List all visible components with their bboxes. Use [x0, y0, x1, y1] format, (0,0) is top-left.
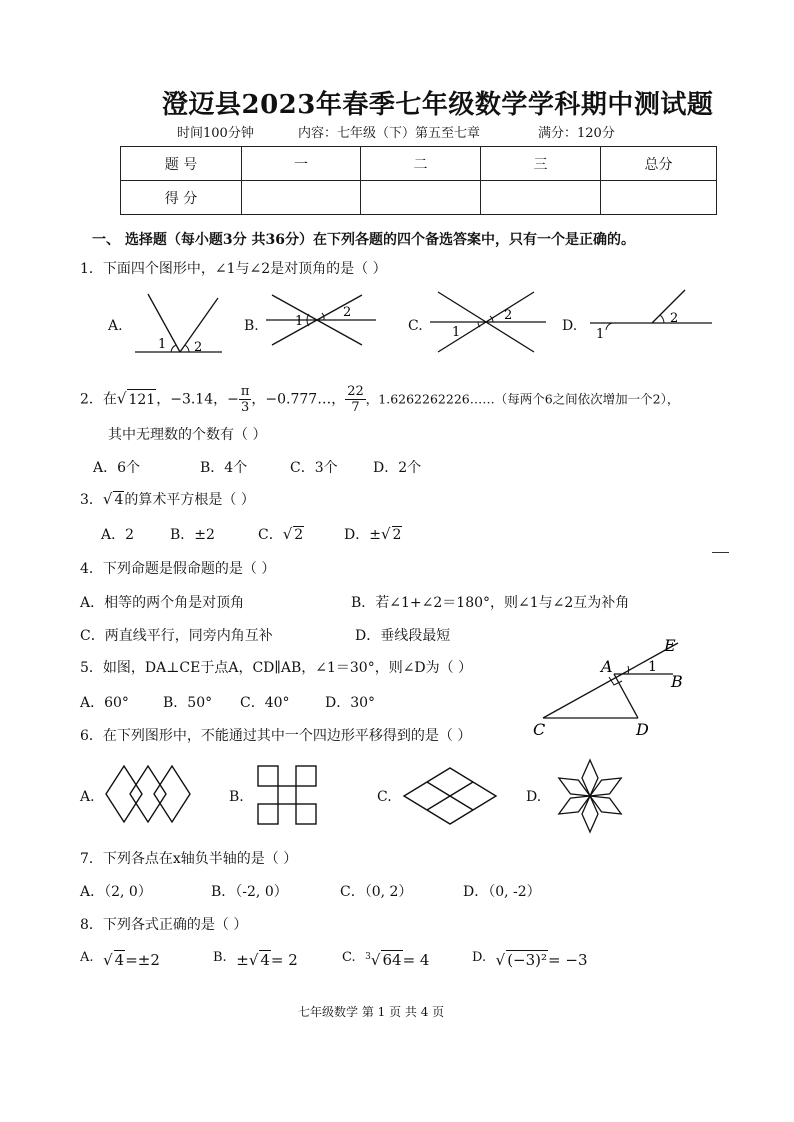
q1-figure-b [262, 290, 382, 350]
q8-option-a [80, 950, 160, 969]
q4-option-a: A．相等的两个角是对顶角 [80, 595, 245, 611]
q6-figure-c [400, 766, 500, 826]
square [296, 804, 316, 824]
question-8: 8．下列各式正确的是（ ） [80, 917, 248, 933]
q5-option-b: B．50° [163, 695, 213, 711]
q2-radicand: 121 [127, 389, 156, 410]
expression-tail: =±2 [125, 951, 160, 969]
exam-time: 时间100分钟 [177, 126, 254, 141]
q8-option-c [342, 950, 429, 969]
q4-option-b: B．若∠1+∠2＝180°，则∠1与∠2互为补角 [351, 595, 630, 611]
option-letter: C. [342, 950, 356, 965]
option-letter: B. [213, 950, 227, 965]
point-label: D [636, 720, 649, 739]
numerator: π [240, 384, 250, 399]
point-label: E [664, 636, 676, 655]
q2-num: 2．在 [80, 391, 117, 408]
q1-figure-d [590, 288, 714, 344]
radical-sign: √ [116, 389, 127, 408]
header-cell: 一 [242, 147, 361, 181]
header-cell: 题 号 [121, 147, 242, 181]
radical-sign: √ [370, 951, 381, 969]
q4-option-d: D．垂线段最短 [355, 628, 451, 644]
score-cell[interactable] [601, 181, 717, 215]
angle-label: 2 [670, 311, 679, 326]
score-table [120, 146, 717, 215]
rhombus [106, 766, 142, 822]
radicand: 64 [382, 951, 402, 969]
margin-mark [712, 552, 729, 553]
point-label: B [671, 672, 683, 691]
q2-option-a: A．6个 [93, 460, 141, 476]
section-heading: 一、 选择题（每小题3分 共36分）在下列各题的四个备选答案中，只有一个是正确的。 [92, 232, 635, 248]
question-5: 5．如图，DA⊥CE于点A，CD∥AB，∠1＝30°，则∠D为（ ） [80, 660, 473, 676]
q3-stem: 的算术平方根是（ ） [124, 492, 255, 508]
q2-option-b: B．4个 [200, 460, 248, 476]
angle-arc [185, 345, 189, 352]
q7-option-a: A．（2, 0） [80, 884, 152, 900]
q7-option-b: B．（-2, 0） [211, 884, 288, 900]
radicand: (−3)² [507, 951, 548, 969]
question-6: 6．在下列图形中，不能通过其中一个四边形平移得到的是（ ） [80, 728, 472, 744]
option-letter: C． [258, 527, 283, 543]
point-label: A [601, 657, 613, 676]
q4-option-c: C．两直线平行，同旁内角互补 [80, 628, 273, 644]
q1-figure-c [430, 286, 548, 356]
square [258, 804, 278, 824]
radical-sign: √ [282, 525, 293, 543]
q1-option-c-label: C. [408, 318, 423, 334]
q1-option-b-label: B. [244, 318, 259, 334]
line [652, 290, 685, 323]
root-index: 3 [365, 952, 371, 962]
q2-text: ，−0.777…， [251, 391, 346, 408]
point-label: C [533, 720, 546, 739]
radical-sign: √ [103, 951, 113, 969]
header-cell: 三 [481, 147, 601, 181]
question-3 [80, 489, 255, 509]
q7-option-d: D．（0, -2） [463, 884, 541, 900]
line-ad [614, 674, 638, 718]
option-letter: A. [80, 950, 94, 965]
fraction-pi-3 [239, 384, 252, 415]
rhombus [582, 760, 598, 796]
square [258, 766, 278, 786]
radical-sign: √ [495, 951, 506, 969]
angle-label: 1 [158, 337, 167, 352]
q5-option-a: A．60° [80, 695, 129, 711]
page-footer: 七年级数学 第 1 页 共 4 页 [298, 1005, 445, 1019]
q3-radicand: 4 [114, 492, 124, 508]
radicand: 4 [260, 951, 270, 969]
numerator: 22 [347, 384, 364, 399]
angle-label: 1 [648, 659, 657, 675]
score-cell[interactable] [361, 181, 481, 215]
q3-option-c [258, 524, 304, 544]
option-letter: D. [472, 950, 487, 965]
page-title: 澄迈县2023年春季七年级数学学科期中测试题 [162, 90, 714, 120]
angle-label: 1 [295, 314, 304, 329]
q2-text: ，1.6262262226……（每两个6之间依次增加一个2）， [365, 391, 680, 407]
question-2 [80, 384, 679, 415]
q3-num: 3． [80, 492, 103, 508]
radicand: 2 [294, 527, 304, 543]
q3-option-b: B．±2 [170, 527, 215, 543]
angle-arc [606, 323, 612, 330]
q6-option-b-label: B. [229, 789, 244, 805]
radicand: 2 [392, 527, 402, 543]
angle-label: 1 [596, 327, 605, 342]
square [278, 786, 296, 804]
q2-line2: 其中无理数的个数有（ ） [108, 427, 267, 443]
score-cell[interactable] [242, 181, 361, 215]
radicand: 4 [114, 951, 125, 969]
option-letter: D．± [344, 527, 381, 543]
expression-tail: = 2 [270, 951, 298, 969]
angle-label: 2 [194, 340, 203, 355]
q6-option-d-label: D. [526, 789, 542, 805]
angle-label: 2 [504, 308, 513, 323]
angle-arc [660, 315, 664, 323]
q6-option-a-label: A. [80, 789, 95, 805]
question-1: 1．下面四个图形中，∠1与∠2是对顶角的是（ ） [80, 261, 387, 277]
q2-text: ，−3.14，− [156, 391, 239, 408]
square [296, 766, 316, 786]
q3-option-a: A．2 [101, 527, 135, 543]
q5-option-d: D．30° [325, 695, 376, 711]
q5-option-c: C．40° [240, 695, 290, 711]
denominator: 7 [351, 400, 360, 415]
denominator: 3 [240, 400, 250, 415]
header-cell: 总分 [601, 147, 717, 181]
rhombus [130, 766, 166, 822]
angle-label: 1 [452, 325, 461, 340]
question-7: 7．下列各点在x轴负半轴的是（ ） [80, 851, 298, 867]
score-row-label: 得 分 [121, 181, 242, 215]
q3-option-d [344, 524, 402, 544]
header-cell: 二 [361, 147, 481, 181]
angle-label: 2 [343, 305, 352, 320]
q7-option-c: C．（0, 2） [340, 884, 413, 900]
q6-figure-a [104, 764, 194, 824]
exam-content: 内容：七年级（下）第五至七章 [298, 126, 481, 141]
radical-sign: √ [102, 490, 113, 508]
line-ce [543, 643, 678, 718]
radical-sign: √ [248, 951, 259, 969]
expression-tail: = 4 [402, 951, 430, 969]
q5-figure [528, 634, 698, 742]
q1-figure-a [130, 288, 230, 358]
q8-option-d [472, 950, 588, 969]
fraction-22-7 [345, 384, 366, 415]
q1-option-a-label: A. [108, 318, 123, 334]
angle-arc [171, 345, 176, 352]
exam-full-score: 满分：120分 [538, 126, 615, 141]
rhombus [154, 766, 190, 822]
plus-minus: ± [236, 951, 249, 969]
q6-figure-b [256, 764, 320, 828]
q2-option-c: C．3个 [290, 460, 338, 476]
expression-tail: = −3 [548, 951, 588, 969]
rhombus [582, 796, 598, 832]
question-4: 4．下列命题是假命题的是（ ） [80, 561, 276, 577]
q6-figure-d [554, 758, 626, 834]
q2-option-d: D．2个 [373, 460, 422, 476]
q8-option-b [213, 950, 298, 969]
score-cell[interactable] [481, 181, 601, 215]
q1-option-d-label: D. [562, 318, 578, 334]
q6-option-c-label: C. [377, 789, 392, 805]
radical-sign: √ [380, 525, 391, 543]
